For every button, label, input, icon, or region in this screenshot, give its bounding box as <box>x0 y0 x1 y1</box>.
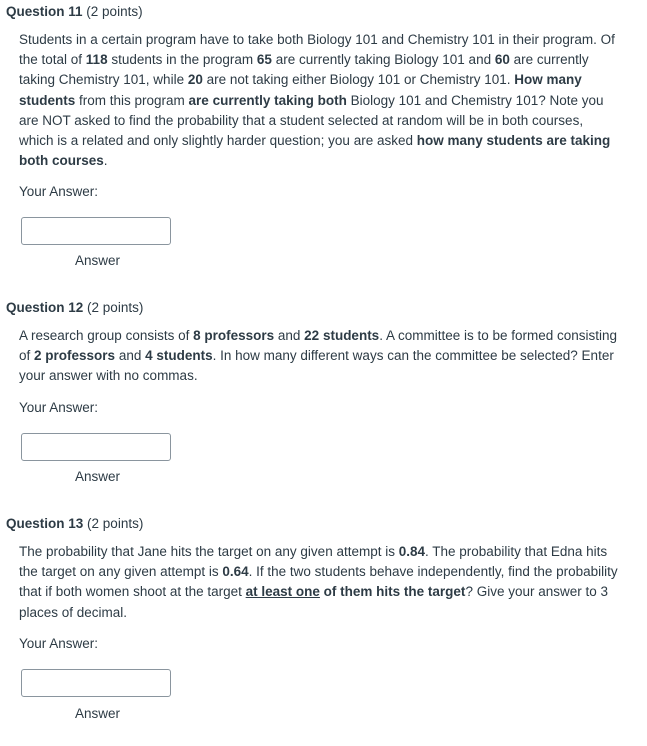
answer-caption: Answer <box>74 469 120 484</box>
text-run: . A committee is to be formed consisting of <box>19 328 618 364</box>
answer-caption: Answer <box>74 253 120 268</box>
question-header <box>6 515 143 533</box>
your-answer-label: Your Answer: <box>19 636 99 651</box>
emphasis-text: are currently taking both <box>188 92 347 108</box>
text-run: Students in a certain program have to take both Biology 101 and Chemistry 101 in their program. Of the total of <box>19 32 615 68</box>
emphasis-text: 8 professors <box>193 328 275 343</box>
text-run: . If the two students behave independently, find the probability that if both women shoot at the target <box>19 564 618 600</box>
underlined-text: at least one <box>245 584 320 600</box>
question-title: Question 13 <box>6 516 84 531</box>
emphasis-text: How many students <box>19 72 582 108</box>
question-text <box>19 542 619 623</box>
question-title: Question 11 <box>6 4 83 19</box>
emphasis-text: 0.64 <box>222 564 249 580</box>
emphasis-text: 20 <box>187 72 203 88</box>
text-run: are currently taking Chemistry 101, while <box>19 52 589 88</box>
question-text <box>19 30 619 171</box>
emphasis-text: 0.84 <box>398 544 426 559</box>
emphasis-text: 2 professors <box>34 348 116 364</box>
text-run: are not taking either Biology 101 or Chemistry 101. <box>202 72 515 88</box>
text-run: Biology 101 and Chemistry 101? Note you are NOT asked to find the probability that a student selected at random will be in both courses, which is a related and only slightly harder question; you are asked <box>19 92 604 149</box>
text-run: are currently taking Biology 101 and <box>271 52 495 68</box>
answer-input[interactable] <box>21 669 171 697</box>
emphasis-text: 60 <box>494 52 510 68</box>
emphasis-text: 22 students <box>304 328 380 343</box>
text-run: . The probability that Edna hits the target on any given attempt is <box>19 544 608 580</box>
your-answer-label: Your Answer: <box>19 184 99 199</box>
text-run: . In how many different ways can the committee be selected? Enter your answer with no commas. <box>19 348 614 384</box>
question-header <box>6 3 143 21</box>
question-points: (2 points) <box>87 516 144 531</box>
answer-input[interactable] <box>21 217 171 245</box>
question-title: Question 12 <box>6 300 84 315</box>
question-points: (2 points) <box>87 300 144 315</box>
your-answer-label: Your Answer: <box>19 400 99 415</box>
question-points: (2 points) <box>86 4 143 19</box>
text-run: The probability that Jane hits the target on any given attempt is <box>19 544 399 559</box>
question-text <box>19 326 619 387</box>
text-run: students in the program <box>107 52 257 68</box>
emphasis-text: 118 <box>85 52 108 68</box>
emphasis-text: 4 students <box>145 348 213 364</box>
answer-input[interactable] <box>21 433 171 461</box>
answer-caption: Answer <box>74 706 120 721</box>
emphasis-text: of them hits the target <box>319 584 466 600</box>
emphasis-text: 65 <box>256 52 272 68</box>
text-run: and <box>115 348 146 364</box>
question-header <box>6 299 143 317</box>
text-run: from this program <box>75 92 189 108</box>
text-run: and <box>274 328 305 343</box>
text-run: . <box>103 153 108 169</box>
text-run: ? Give your answer to 3 places of decimal. <box>19 584 609 620</box>
text-run: A research group consists of <box>19 328 194 343</box>
emphasis-text: how many students are taking both courses <box>19 133 611 169</box>
emphasis-text <box>246 584 320 599</box>
